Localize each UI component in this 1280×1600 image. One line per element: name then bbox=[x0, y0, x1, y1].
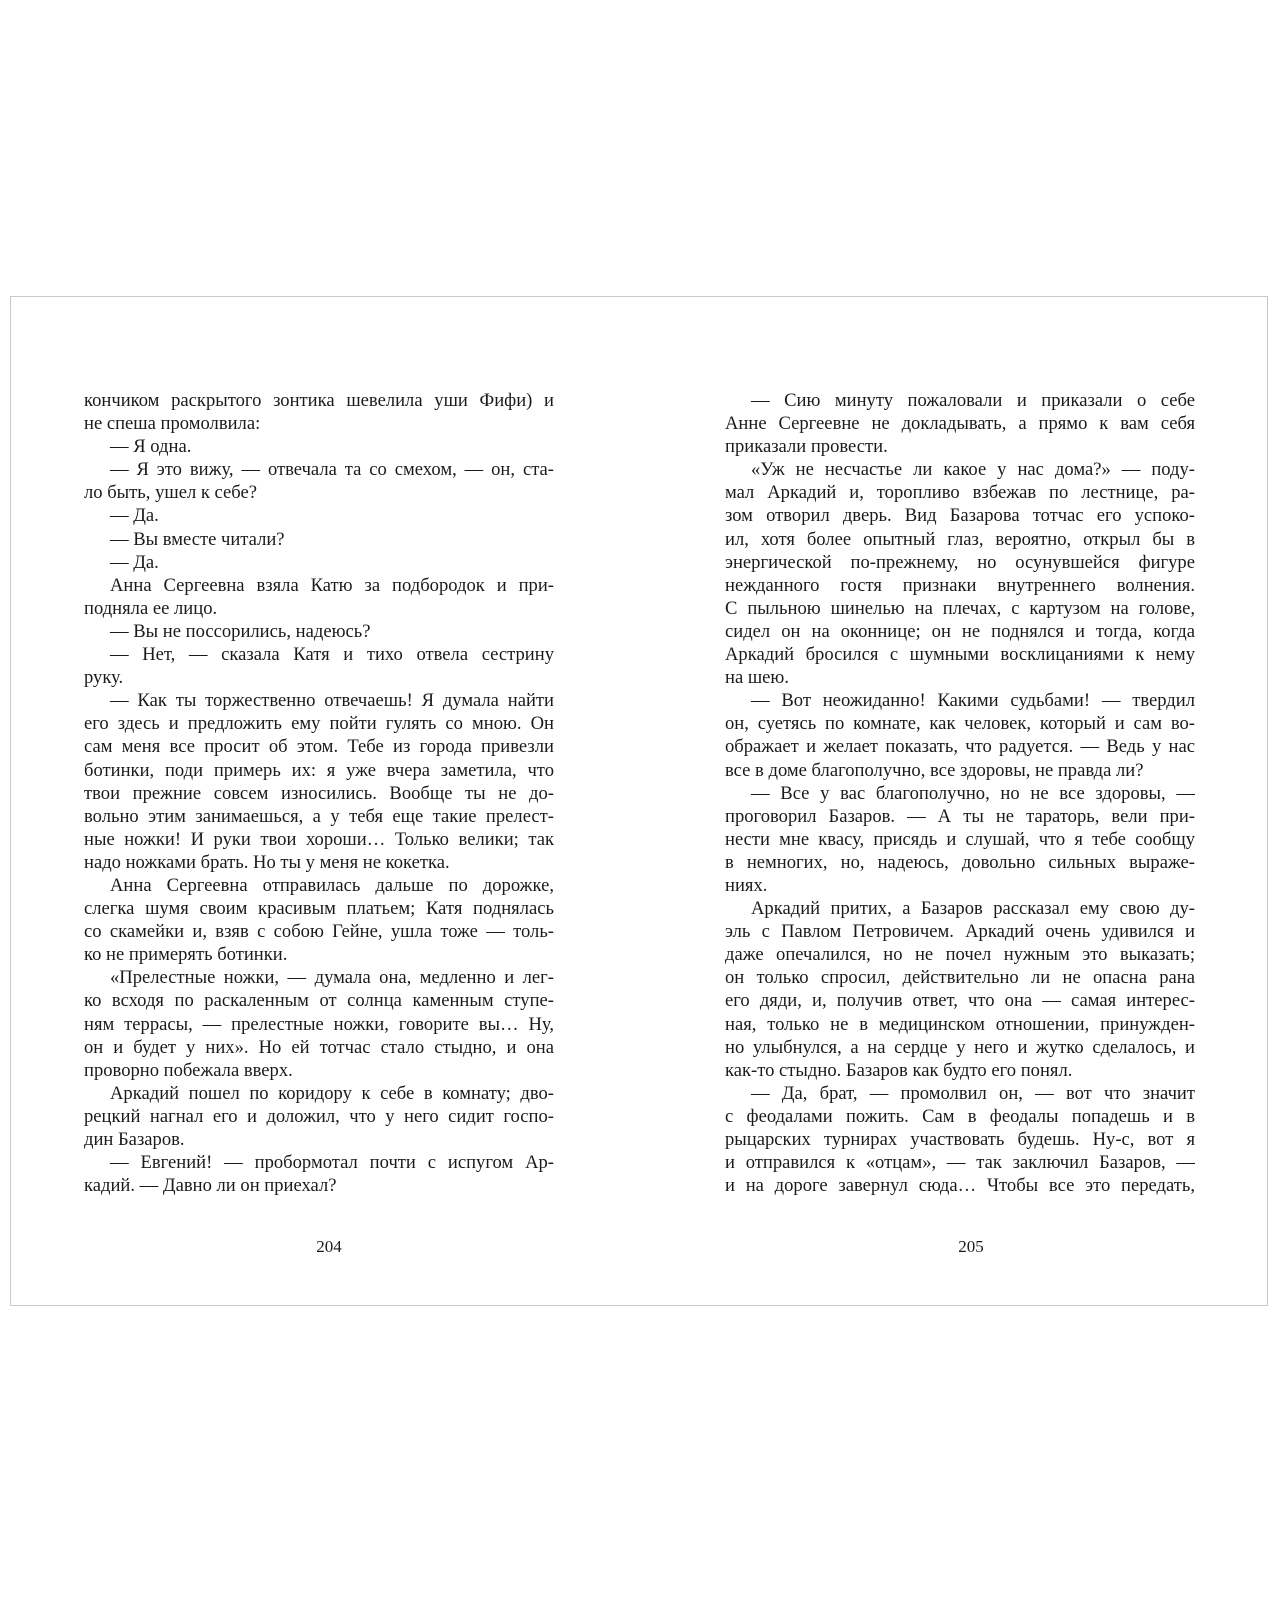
text-line: сидел он на оконнице; он не поднялся и тогда, когда bbox=[725, 620, 1195, 642]
right-page-text bbox=[725, 389, 1195, 1197]
text-line: но улыбнулся, а на сердце у него и жутко сделалось, и bbox=[725, 1036, 1195, 1058]
right-page-number: 205 bbox=[958, 1237, 984, 1256]
text-line: дин Базаров. bbox=[84, 1129, 185, 1150]
text-line: даже опечалился, но не почел нужным это выказать; bbox=[725, 944, 1195, 966]
text-line: ображает и желает показать, что радуется. — Ведь у нас bbox=[725, 736, 1195, 758]
text-line: ням террасы, — прелестные ножки, говорите вы… Ну, bbox=[84, 1013, 554, 1035]
text-line: — Да. bbox=[110, 505, 159, 527]
text-line: ные ножки! И руки твои хороши… Только велики; так bbox=[84, 828, 554, 850]
text-line: эль с Павлом Петровичем. Аркадий очень удивился и bbox=[725, 921, 1195, 943]
text-line: надо ножками брать. Но ты у меня не кокетка. bbox=[84, 851, 450, 873]
text-line: «Прелестные ножки, — думала она, медленно и лег- bbox=[110, 967, 554, 989]
text-line: он, суетясь по комнате, как человек, который и сам во- bbox=[725, 713, 1195, 735]
text-line: — Вы вместе читали? bbox=[110, 528, 285, 550]
text-line: ниях. bbox=[725, 874, 768, 896]
text-line: Анна Сергеевна отправилась дальше по дорожке, bbox=[110, 874, 554, 896]
text-line: Анне Сергеевне не докладывать, а прямо к вам себя bbox=[725, 413, 1195, 435]
text-line: кадий. — Давно ли он приехал? bbox=[84, 1175, 337, 1197]
text-line: — Все у вас благополучно, но не все здоровы, — bbox=[751, 782, 1195, 804]
text-line: зом отворил дверь. Вид Базарова тотчас его успоко- bbox=[725, 505, 1195, 527]
text-line: ил, хотя более опытный глаз, вероятно, открыл бы в bbox=[725, 528, 1195, 550]
text-line: — Да. bbox=[110, 551, 159, 573]
text-line: ная, только не в медицинском отношении, принужден- bbox=[725, 1013, 1195, 1035]
text-line: как-то стыдно. Базаров как будто его понял. bbox=[725, 1059, 1073, 1081]
text-line: не спеша промолвила: bbox=[84, 413, 261, 435]
left-page-text bbox=[84, 389, 554, 1197]
text-line: — Я это вижу, — отвечала та со смехом, — он, ста- bbox=[110, 459, 554, 481]
left-page-number: 204 bbox=[316, 1237, 342, 1256]
text-line: Аркадий притих, а Базаров рассказал ему свою ду- bbox=[751, 898, 1195, 920]
text-line: его здесь и предложить ему пойти гулять со мною. Он bbox=[84, 713, 554, 735]
text-line: ло быть, ушел к себе? bbox=[84, 482, 258, 504]
text-line: ко не примерять ботинки. bbox=[84, 944, 288, 966]
text-line: Анна Сергеевна взяла Катю за подбородок и при- bbox=[110, 574, 554, 596]
text-line: все в доме благополучно, все здоровы, не правда ли? bbox=[725, 759, 1144, 781]
text-line: — Сию минуту пожаловали и приказали о себе bbox=[751, 390, 1195, 411]
text-line: — Я одна. bbox=[110, 436, 192, 458]
text-line: твои прежние совсем износились. Вообще ты не до- bbox=[84, 782, 554, 804]
text-line: Аркадий пошел по коридору к себе в комнату; дво- bbox=[110, 1082, 554, 1104]
text-line: и на дороге завернул сюда… Чтобы все это передать, bbox=[725, 1175, 1195, 1197]
text-line: кончиком раскрытого зонтика шевелила уши Фифи) и bbox=[84, 390, 554, 411]
text-line: — Евгений! — пробормотал почти с испугом Ар- bbox=[110, 1152, 554, 1174]
text-line: проворно побежала вверх. bbox=[84, 1059, 293, 1081]
text-line: он только спросил, действительно ли не опасна рана bbox=[725, 967, 1195, 989]
book-spread bbox=[10, 296, 1268, 1306]
text-line: проговорил Базаров. — А ты не тараторь, вели при- bbox=[725, 805, 1195, 827]
text-line: слегка шумя своим красивым платьем; Катя поднялась bbox=[84, 898, 554, 920]
text-line: мал Аркадий и, торопливо взбежав по лестнице, ра- bbox=[725, 482, 1195, 504]
text-line: и отправился к «отцам», — так заключил Базаров, — bbox=[725, 1152, 1195, 1174]
text-line: рыцарских турнирах участвовать будешь. Ну-с, вот я bbox=[725, 1129, 1195, 1150]
text-line: — Вот неожиданно! Какими судьбами! — твердил bbox=[751, 690, 1195, 712]
text-line: С пыльною шинелью на плечах, с картузом на голове, bbox=[725, 597, 1195, 619]
text-line: — Да, брат, — промолвил он, — вот что значит bbox=[751, 1082, 1195, 1104]
text-line: с феодалами пожить. Сам в феодалы попадешь и в bbox=[725, 1105, 1195, 1127]
text-line: на шею. bbox=[725, 667, 789, 689]
text-line: Аркадий бросился с шумными восклицаниями к нему bbox=[725, 644, 1195, 666]
text-line: — Как ты торжественно отвечаешь! Я думала найти bbox=[110, 690, 554, 712]
text-line: нести мне квасу, присядь и слушай, что я тебе сообщу bbox=[725, 828, 1195, 850]
text-line: он и будет у них». Но ей тотчас стало стыдно, и она bbox=[84, 1036, 554, 1058]
text-line: «Уж не несчастье ли какое у нас дома?» — поду- bbox=[751, 459, 1195, 481]
text-line: вольно этим занимаешься, а у тебя еще такие прелест- bbox=[84, 805, 554, 827]
text-line: нежданного гостя признаки внутреннего волнения. bbox=[725, 574, 1195, 596]
text-line: — Нет, — сказала Катя и тихо отвела сестрину bbox=[110, 644, 554, 666]
text-line: подняла ее лицо. bbox=[84, 597, 218, 619]
text-line: сам меня все просит об этом. Тебе из города привезли bbox=[84, 736, 554, 758]
text-line: ботинки, поди примерь их: я уже вчера заметила, что bbox=[84, 759, 554, 781]
text-line: энергической по-прежнему, но осунувшейся фигуре bbox=[725, 551, 1195, 573]
text-line: — Вы не поссорились, надеюсь? bbox=[110, 620, 371, 642]
text-line: его дяди, и, получив ответ, что она — самая интерес- bbox=[725, 990, 1195, 1012]
text-line: приказали провести. bbox=[725, 436, 888, 458]
text-line: рецкий нагнал его и доложил, что у него сидит госпо- bbox=[84, 1105, 554, 1127]
text-line: ко всходя по раскаленным от солнца каменным ступе- bbox=[84, 990, 554, 1012]
text-line: руку. bbox=[84, 667, 124, 689]
text-line: в немногих, но, надеюсь, довольно сильных выраже- bbox=[725, 851, 1195, 873]
text-line: со скамейки и, взяв с собою Гейне, ушла тоже — толь- bbox=[84, 921, 554, 943]
